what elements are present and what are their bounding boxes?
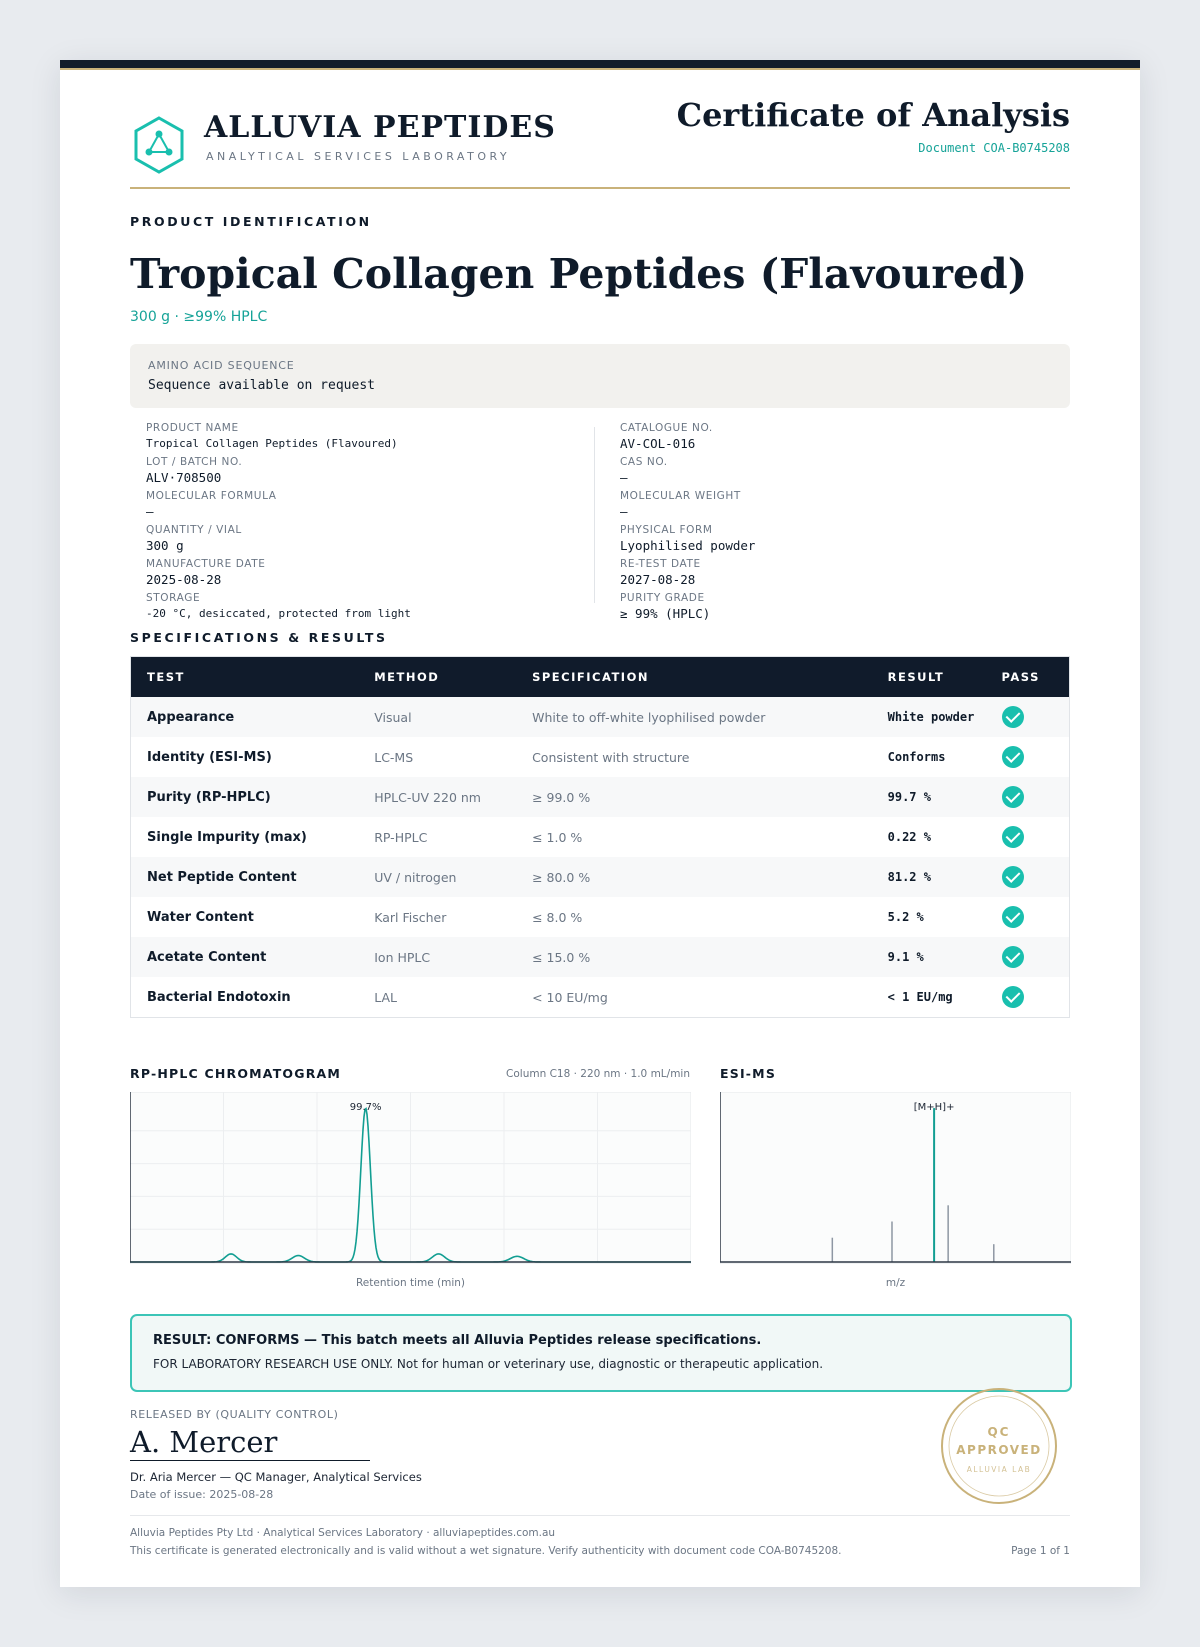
column-header: SPECIFICATION bbox=[516, 657, 872, 698]
table-row bbox=[131, 897, 1070, 937]
pass-check-icon bbox=[1002, 986, 1024, 1008]
test-method: Karl Fischer bbox=[374, 909, 447, 925]
pass-check-icon bbox=[1002, 946, 1024, 968]
molecular-ion-label: [M+H]+ bbox=[913, 1102, 955, 1113]
column-header: TEST bbox=[131, 657, 359, 698]
meta-field bbox=[146, 456, 586, 490]
stamp-line-3: ALLUVIA LAB bbox=[966, 1465, 1032, 1474]
result-conforms-box bbox=[130, 1314, 1072, 1392]
pass-cell bbox=[986, 937, 1070, 977]
table-header-row bbox=[131, 657, 1070, 698]
test-specification: ≤ 1.0 % bbox=[532, 829, 583, 845]
pass-cell bbox=[986, 697, 1070, 737]
test-result: White powder bbox=[872, 697, 986, 737]
specifications-table bbox=[130, 656, 1070, 1018]
meta-field bbox=[146, 524, 586, 558]
plot-area bbox=[720, 1092, 1071, 1264]
result-headline: RESULT: CONFORMS — This batch meets all Alluvia Peptides release specifications. bbox=[153, 1333, 762, 1348]
pass-check-icon bbox=[1002, 866, 1024, 888]
released-by-label: RELEASED BY (QUALITY CONTROL) bbox=[130, 1408, 339, 1421]
test-name: Single Impurity (max) bbox=[147, 829, 307, 845]
pass-check-icon bbox=[1002, 826, 1024, 848]
pass-check-icon bbox=[1002, 906, 1024, 928]
pass-check-icon bbox=[1002, 706, 1024, 728]
ms-x-axis-label: m/z bbox=[885, 1277, 906, 1289]
meta-field bbox=[620, 422, 1060, 456]
meta-label: CATALOGUE NO. bbox=[620, 422, 713, 434]
meta-field bbox=[620, 524, 1060, 558]
column-header: RESULT bbox=[872, 657, 986, 698]
meta-value: — bbox=[620, 504, 628, 519]
stamp-line-2: APPROVED bbox=[956, 1443, 1042, 1457]
meta-field bbox=[146, 422, 586, 456]
brand-subtitle: ANALYTICAL SERVICES LABORATORY bbox=[206, 150, 511, 163]
meta-label: PURITY GRADE bbox=[620, 592, 705, 604]
meta-value: AV-COL-016 bbox=[620, 436, 696, 451]
meta-value: ≥ 99% (HPLC) bbox=[620, 606, 711, 621]
meta-label: CAS NO. bbox=[620, 456, 668, 468]
table-row bbox=[131, 977, 1070, 1018]
meta-value: 300 g bbox=[146, 538, 184, 553]
test-name: Bacterial Endotoxin bbox=[147, 989, 291, 1005]
main-peak-label: 99.7% bbox=[349, 1102, 382, 1113]
product-subtitle: 300 g · ≥99% HPLC bbox=[130, 309, 268, 325]
meta-label: LOT / BATCH NO. bbox=[146, 456, 243, 468]
test-result: 9.1 % bbox=[872, 937, 986, 977]
test-name: Net Peptide Content bbox=[131, 857, 359, 897]
issue-date: Date of issue: 2025-08-28 bbox=[130, 1488, 274, 1501]
meta-field bbox=[620, 558, 1060, 592]
column-header: PASS bbox=[986, 657, 1070, 698]
pass-cell bbox=[986, 857, 1070, 897]
meta-field bbox=[146, 592, 586, 626]
meta-field bbox=[146, 558, 586, 592]
table-row bbox=[131, 737, 1070, 777]
signer-name: Dr. Aria Mercer — QC Manager, Analytical Services bbox=[130, 1470, 422, 1484]
meta-label: QUANTITY / VIAL bbox=[146, 524, 242, 536]
test-method: HPLC-UV 220 nm bbox=[358, 777, 516, 817]
test-name: Identity (ESI-MS) bbox=[147, 749, 272, 765]
stamp-line-1: QC bbox=[987, 1425, 1011, 1439]
page-number: Page 1 of 1 bbox=[1011, 1545, 1070, 1557]
table-row bbox=[131, 857, 1070, 897]
meta-label: MOLECULAR FORMULA bbox=[146, 490, 277, 502]
meta-value: -20 °C, desiccated, protected from light bbox=[146, 607, 411, 620]
test-result: 5.2 % bbox=[887, 910, 924, 924]
specs-section-label: SPECIFICATIONS & RESULTS bbox=[130, 630, 388, 645]
meta-field bbox=[620, 456, 1060, 490]
esi-ms-chart bbox=[720, 1092, 1071, 1264]
test-result: 99.7 % bbox=[872, 777, 986, 817]
meta-value: 2027-08-28 bbox=[620, 572, 696, 587]
sequence-box bbox=[130, 344, 1070, 408]
brand-name: ALLUVIA PEPTIDES bbox=[204, 110, 556, 145]
product-title: Tropical Collagen Peptides (Flavoured) bbox=[130, 250, 1028, 298]
meta-field bbox=[146, 490, 586, 524]
test-method: Visual bbox=[358, 697, 516, 737]
header-divider bbox=[130, 187, 1070, 189]
sequence-value: Sequence available on request bbox=[148, 378, 375, 393]
test-method: RP-HPLC bbox=[374, 829, 428, 845]
hplc-chromatogram-chart bbox=[130, 1092, 691, 1264]
table-row bbox=[131, 817, 1070, 857]
test-specification: ≥ 80.0 % bbox=[516, 857, 872, 897]
pass-check-icon bbox=[1002, 746, 1024, 768]
meta-value: 2025-08-28 bbox=[146, 572, 222, 587]
hplc-x-axis-label: Retention time (min) bbox=[355, 1277, 466, 1289]
test-specification: Consistent with structure bbox=[532, 749, 690, 765]
meta-field bbox=[620, 592, 1060, 626]
test-result: 81.2 % bbox=[872, 857, 986, 897]
result-usage-note: FOR LABORATORY RESEARCH USE ONLY. Not for human or veterinary use, diagnostic or therapeutic application. bbox=[153, 1357, 824, 1371]
table-row bbox=[131, 777, 1070, 817]
signature-line bbox=[130, 1460, 370, 1461]
meta-label: MOLECULAR WEIGHT bbox=[620, 490, 741, 502]
table-row bbox=[131, 937, 1070, 977]
test-name: Water Content bbox=[147, 909, 254, 925]
meta-label: STORAGE bbox=[146, 592, 201, 604]
test-specification: ≤ 8.0 % bbox=[532, 909, 583, 925]
pass-cell bbox=[986, 777, 1070, 817]
meta-value: — bbox=[146, 504, 154, 519]
test-method: LAL bbox=[374, 989, 398, 1005]
test-name: Appearance bbox=[131, 697, 359, 737]
document-title: Certificate of Analysis bbox=[676, 96, 1070, 134]
meta-value: — bbox=[620, 470, 628, 485]
test-result: 0.22 % bbox=[887, 830, 931, 844]
pass-check-icon bbox=[1002, 786, 1024, 808]
test-method: Ion HPLC bbox=[358, 937, 516, 977]
meta-right-column bbox=[620, 422, 1060, 626]
certificate-page bbox=[60, 60, 1140, 1587]
pass-cell bbox=[986, 977, 1070, 1018]
footer-company: Alluvia Peptides Pty Ltd · Analytical Services Laboratory · alluviapeptides.com.au bbox=[130, 1527, 556, 1539]
footer-divider bbox=[130, 1515, 1070, 1516]
test-result: < 1 EU/mg bbox=[887, 990, 953, 1004]
meta-label: PHYSICAL FORM bbox=[620, 524, 713, 536]
test-method: UV / nitrogen bbox=[358, 857, 516, 897]
sequence-label: AMINO ACID SEQUENCE bbox=[148, 359, 295, 372]
test-specification: White to off-white lyophilised powder bbox=[516, 697, 872, 737]
top-accent-bar bbox=[60, 60, 1140, 68]
table-row bbox=[131, 697, 1070, 737]
pass-cell bbox=[986, 817, 1070, 857]
test-specification: ≤ 15.0 % bbox=[516, 937, 872, 977]
meta-label: RE-TEST DATE bbox=[620, 558, 701, 570]
test-result: Conforms bbox=[887, 750, 946, 764]
meta-label: PRODUCT NAME bbox=[146, 422, 239, 434]
meta-left-column bbox=[146, 422, 586, 626]
test-specification: ≥ 99.0 % bbox=[516, 777, 872, 817]
column-header: METHOD bbox=[358, 657, 516, 698]
meta-label: MANUFACTURE DATE bbox=[146, 558, 266, 570]
qc-approved-stamp bbox=[940, 1387, 1058, 1505]
hplc-chart-note: Column C18 · 220 nm · 1.0 mL/min bbox=[506, 1068, 690, 1080]
footer-validity-note: This certificate is generated electronically and is valid without a wet signature. Verify authenticity with document code COA-B0745208. bbox=[130, 1545, 842, 1557]
pass-cell bbox=[986, 897, 1070, 937]
hexagon-molecule-logo-icon bbox=[132, 115, 186, 175]
signature: A. Mercer bbox=[130, 1425, 278, 1459]
test-name: Acetate Content bbox=[131, 937, 359, 977]
product-section-label: PRODUCT IDENTIFICATION bbox=[130, 214, 372, 229]
test-specification: < 10 EU/mg bbox=[532, 989, 608, 1005]
document-code: Document COA-B0745208 bbox=[918, 141, 1070, 155]
meta-value: Lyophilised powder bbox=[620, 538, 756, 553]
pass-cell bbox=[986, 737, 1070, 777]
test-name: Purity (RP-HPLC) bbox=[131, 777, 359, 817]
meta-value: ALV·708500 bbox=[146, 470, 222, 485]
meta-value: Tropical Collagen Peptides (Flavoured) bbox=[146, 437, 398, 450]
meta-divider bbox=[594, 427, 595, 603]
test-method: LC-MS bbox=[374, 749, 414, 765]
hplc-chart-title: RP-HPLC CHROMATOGRAM bbox=[130, 1066, 342, 1081]
top-gold-rule bbox=[60, 68, 1140, 70]
meta-field bbox=[620, 490, 1060, 524]
ms-chart-title: ESI-MS bbox=[720, 1066, 777, 1081]
